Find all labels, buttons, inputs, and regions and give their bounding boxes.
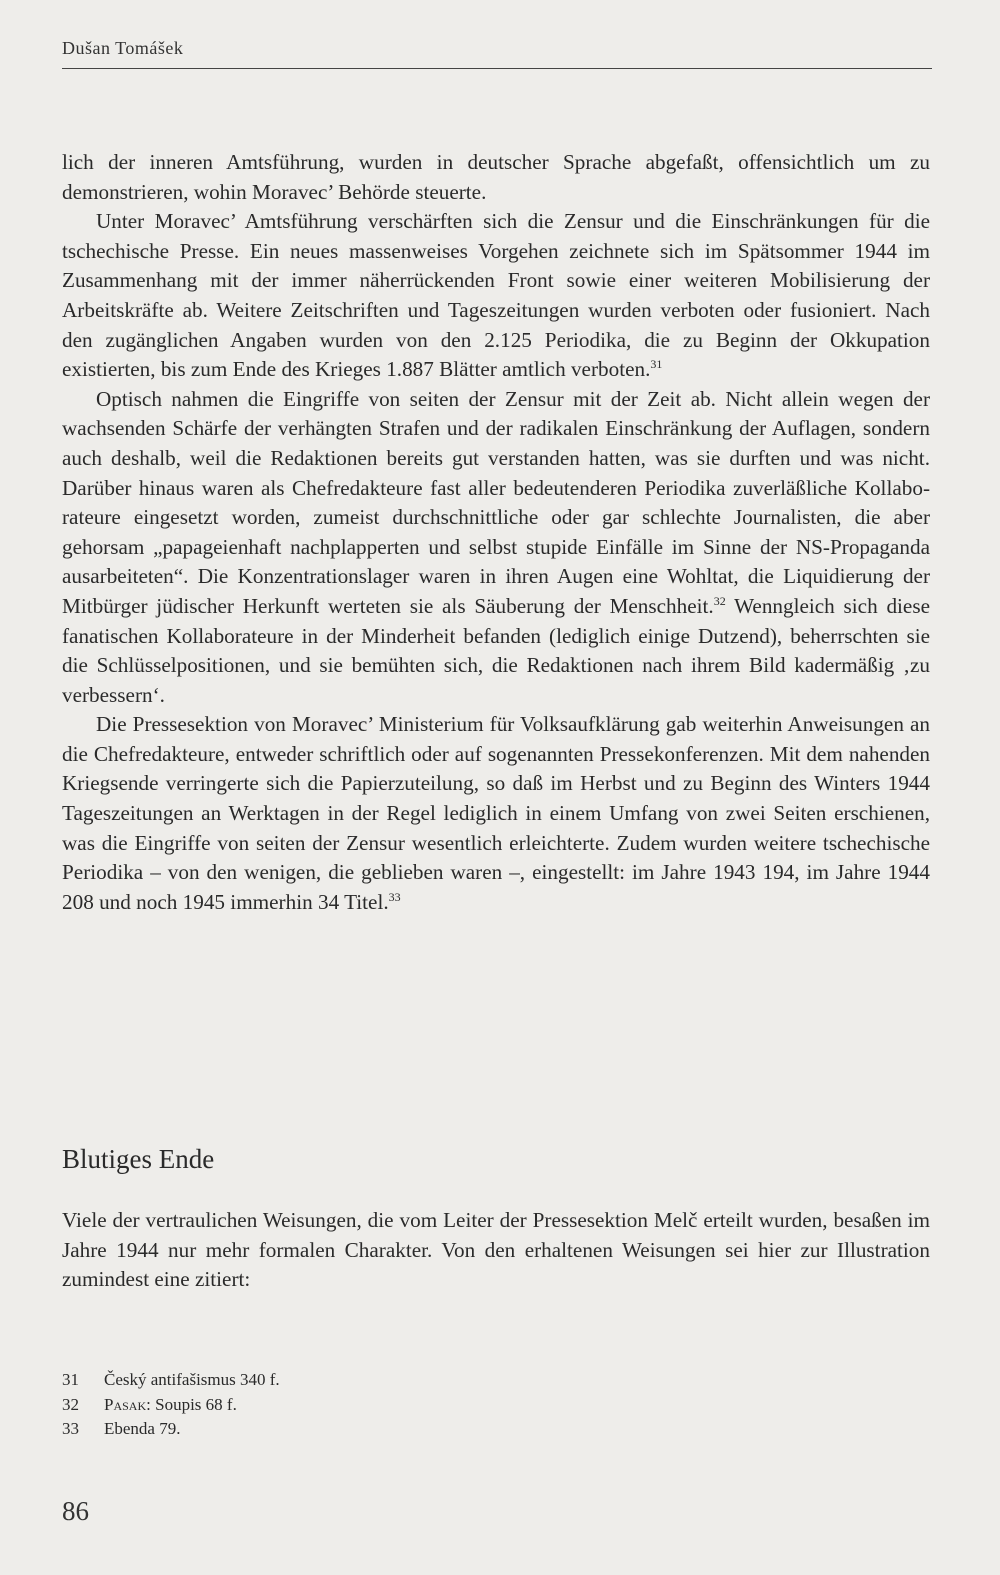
section-heading: Blutiges Ende	[62, 1144, 215, 1174]
page-number: 86	[62, 1496, 89, 1526]
header-rule	[62, 68, 932, 69]
main-text	[62, 148, 930, 917]
footnote-32	[62, 1393, 930, 1418]
footnote-text: : Soupis 68 f.	[146, 1394, 237, 1414]
footnotes	[62, 1368, 930, 1442]
paragraph-2	[62, 207, 930, 385]
paragraph-4-text: Die Pressesektion von Moravec’ Ministerium für Volksaufklärung gab weiterhin Anweisungen an die Chefredakteure, entweder schriftlich oder auf sogenannten Pressekonferenzen. Mit dem nahenden Kriegsende verringerte sich die Papierzuteilung, so daß im Herbst und zu Beginn des Winters 1944 Tageszeitungen an Werktagen in der Regel lediglich in einem Umfang von zwei Seiten erschienen, was die Eingriffe von seiten der Zensur wesentlich erleichterte. Zudem wurden weitere tschechische Periodika – von den wenigen, die geblieben waren –, eingestellt: im Jahre 1943 194, im Jahre 1944 208 und noch 1945 immerhin 34 Titel.	[62, 712, 930, 914]
paragraph-2-text: Unter Moravec’ Amtsführung verschärften sich die Zensur und die Einschränkungen für die tschechische Presse. Ein neues massenweises Vorgehen zeichnete sich im Spätsommer 1944 im Zusammenhang mit der immer näherrückenden Front sowie einer weiteren Mobilisierung der Arbeitskräfte ab. Weitere Zeitschriften und Tageszeitungen wurden verboten oder fusioniert. Nach den zugänglichen Angaben wurden von den 2.125 Periodika, die zu Beginn der Okkupation existierten, bis zum Ende des Krieges 1.887 Blätter amtlich verboten.	[62, 209, 930, 382]
running-head: Dušan Tomášek	[62, 38, 184, 58]
footnote-ref-31: 31	[650, 357, 663, 372]
section-paragraph-1: Viele der vertraulichen Weisungen, die vom Leiter der Pressesektion Melč erteilt wurden, besaßen im Jahre 1944 nur mehr formalen Charakter. Von den erhaltenen Weisungen sei hier zur Illustration zumindest eine zitiert:	[62, 1208, 930, 1292]
footnote-body	[104, 1393, 237, 1418]
footnote-text: Ebenda 79.	[104, 1419, 181, 1438]
paragraph-3-text: Optisch nahmen die Eingriffe von seiten der Zensur mit der Zeit ab. Nicht allein wegen der wachsenden Schärfe der verhängten Strafen und der radikalen Einschränkung der Auflagen, sondern auch deshalb, weil die Redaktionen bereits gut verstanden hatten, was sie durften und was nicht. Darüber hinaus waren als Chefredakteure fast aller bedeutenderen Periodika zuverläßliche Kollaborateure eingesetzt worden, zumeist durchschnittliche oder gar schlechte Journalisten, die aber gehorsam „papageienhaft nachplapperten und selbst stupide Einfälle im Sinne der NS-Propaganda ausarbeiteten“. Die Konzentrationslager waren in ihren Augen eine Wohltat, die Liquidierung der Mitbürger jüdischer Herkunft werteten sie als Säuberung der Menschheit.	[62, 386, 930, 618]
paragraph-1	[62, 148, 930, 207]
footnote-text: Český antifašismus 340 f.	[104, 1370, 280, 1389]
footnote-ref-32: 32	[713, 593, 726, 608]
paragraph-4	[62, 710, 930, 917]
paragraph-3	[62, 385, 930, 711]
footnote-number: 31	[62, 1370, 79, 1389]
footnote-number: 33	[62, 1419, 79, 1438]
footnote-author: Pasak	[104, 1394, 147, 1414]
footnote-33	[62, 1417, 930, 1442]
footnote-31	[62, 1368, 930, 1393]
section-text	[62, 1206, 930, 1295]
footnote-ref-33: 33	[388, 889, 401, 904]
paragraph-1-text: lich der inneren Amtsführung, wurden in deutscher Sprache abgefaßt, offensichtlich um zu demonstrieren, wohin Moravec’ Behörde steuerte.	[62, 150, 930, 204]
footnote-number: 32	[62, 1394, 79, 1414]
paragraph-3-continuation: Wenngleich sich diese fanatischen Kollaborateure in der Minderheit befanden (lediglich einige Dutzend), beherrschten sie die Schlüsselpositionen, und sie bemühten sich, die Redaktionen nach ihrem Bild kadermäßig ‚zu verbessern‘.	[62, 593, 930, 707]
